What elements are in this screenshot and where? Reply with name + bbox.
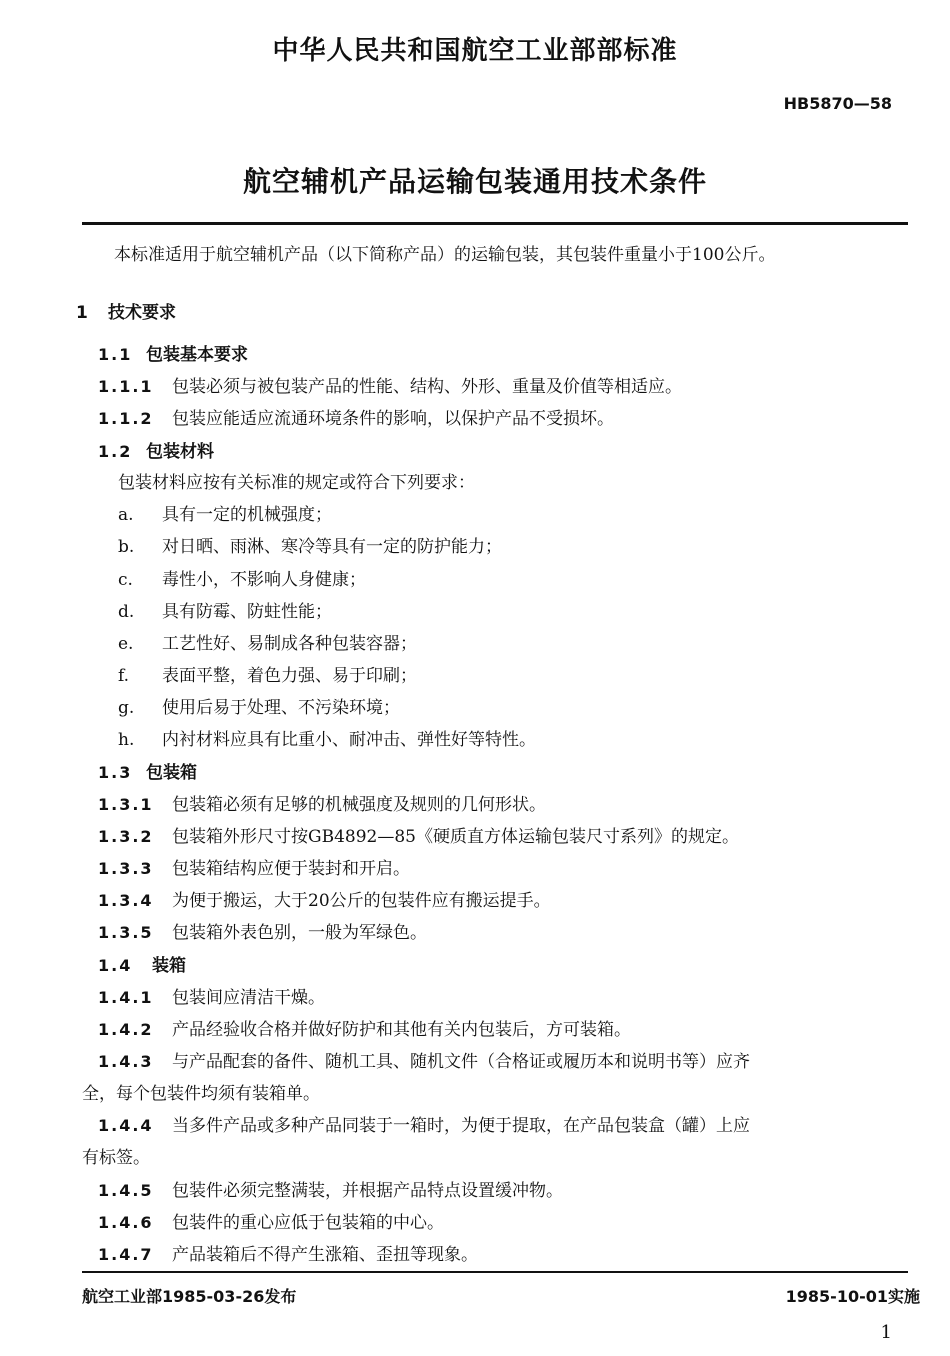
clause-1-4-4 <box>98 1111 750 1136</box>
list-item <box>118 500 332 525</box>
clause-1-3-1 <box>98 790 546 815</box>
effective-date: 1985-10-01实施 <box>785 1287 920 1306</box>
item-letter: e. <box>118 634 134 654</box>
clause-text: 包装必须与被包装产品的性能、结构、外形、重量及价值等相适应。 <box>172 377 682 397</box>
clause-1-3-4 <box>98 886 551 911</box>
section-number: 1.2 <box>98 442 133 461</box>
clause-number: 1.3.1 <box>98 795 154 814</box>
section-title: 装箱 <box>152 956 186 976</box>
section-number: 1.4 <box>98 956 133 975</box>
clause-number: 1.3.2 <box>98 827 154 846</box>
clause-number: 1.3.5 <box>98 923 154 942</box>
clause-number: 1.4.3 <box>98 1052 154 1071</box>
list-item <box>118 629 417 654</box>
list-item <box>118 725 536 750</box>
item-letter: d. <box>118 602 135 622</box>
list-item <box>118 565 366 590</box>
section-number: 1.1 <box>98 345 133 364</box>
item-letter: b. <box>118 537 135 557</box>
clause-number: 1.4.2 <box>98 1020 154 1039</box>
section-heading-1-2 <box>98 437 214 462</box>
issuing-org-title: 中华人民共和国航空工业部部标准 <box>272 36 678 66</box>
item-letter: c. <box>118 570 133 590</box>
clause-text: 产品经验收合格并做好防护和其他有关内包装后，方可装箱。 <box>172 1020 631 1040</box>
clause-number: 1.4.7 <box>98 1245 154 1264</box>
clause-text: 包装件必须完整满装，并根据产品特点设置缓冲物。 <box>172 1181 563 1201</box>
section-title: 包装基本要求 <box>146 345 248 365</box>
clause-text: 当多件产品或多种产品同装于一箱时，为便于提取，在产品包装盒（罐）上应 <box>172 1116 750 1136</box>
section-title: 包装箱 <box>146 763 197 783</box>
item-letter: a. <box>118 505 134 525</box>
intro-paragraph: 本标准适用于航空辅机产品（以下简称产品）的运输包装，其包装件重量小于100公斤。 <box>114 245 776 265</box>
footer-divider <box>82 1271 908 1273</box>
standard-number: HB5870—58 <box>783 94 892 113</box>
clause-1-3-3 <box>98 854 410 879</box>
clause-1-3-2 <box>98 822 739 847</box>
clause-text: 包装箱结构应便于装封和开启。 <box>172 859 410 879</box>
list-item <box>118 532 502 557</box>
clause-text: 包装箱必须有足够的机械强度及规则的几何形状。 <box>172 795 546 815</box>
section-number: 1.3 <box>98 763 133 782</box>
clause-1-4-2 <box>98 1015 631 1040</box>
header-divider <box>82 222 908 225</box>
item-text: 毒性小，不影响人身健康； <box>162 570 366 590</box>
item-text: 表面平整，着色力强、易于印刷； <box>162 666 417 686</box>
item-letter: f. <box>118 666 130 686</box>
section-title: 技术要求 <box>108 303 176 323</box>
item-text: 具有防霉、防蛀性能； <box>162 602 332 622</box>
clause-1-3-5 <box>98 918 427 943</box>
section-heading-1-4 <box>98 951 186 976</box>
clause-number: 1.1.1 <box>98 377 154 396</box>
section-heading-1-1 <box>98 340 248 365</box>
section-heading-1 <box>76 298 176 323</box>
clause-number: 1.4.1 <box>98 988 154 1007</box>
clause-text: 包装件的重心应低于包装箱的中心。 <box>172 1213 444 1233</box>
clause-text: 包装箱外形尺寸按GB4892—85《硬质直方体运输包装尺寸系列》的规定。 <box>172 827 739 847</box>
section-title: 包装材料 <box>146 442 214 462</box>
clause-1-1-1 <box>98 372 682 397</box>
clause-text: 包装箱外表色别，一般为军绿色。 <box>172 923 427 943</box>
clause-text: 包装间应清洁干燥。 <box>172 988 325 1008</box>
list-item <box>118 661 417 686</box>
item-text: 内衬材料应具有比重小、耐冲击、弹性好等特性。 <box>162 730 536 750</box>
item-text: 使用后易于处理、不污染环境； <box>162 698 400 718</box>
clause-number: 1.1.2 <box>98 409 154 428</box>
item-text: 工艺性好、易制成各种包装容器； <box>162 634 417 654</box>
clause-1-1-2 <box>98 404 614 429</box>
clause-number: 1.3.4 <box>98 891 154 910</box>
clause-text: 产品装箱后不得产生涨箱、歪扭等现象。 <box>172 1245 478 1265</box>
clause-number: 1.4.5 <box>98 1181 154 1200</box>
item-letter: g. <box>118 698 135 718</box>
item-text: 具有一定的机械强度； <box>162 505 332 525</box>
item-letter: h. <box>118 730 135 750</box>
clause-1-4-3-continued: 全，每个包装件均须有装箱单。 <box>82 1084 320 1104</box>
section-number: 1 <box>76 303 88 323</box>
clause-1-4-5 <box>98 1176 563 1201</box>
clause-number: 1.3.3 <box>98 859 154 878</box>
list-item <box>118 693 400 718</box>
clause-1-4-1 <box>98 983 325 1008</box>
clause-1-4-4-continued: 有标签。 <box>82 1148 150 1168</box>
issue-date: 航空工业部1985-03-26发布 <box>82 1287 297 1306</box>
clause-text: 与产品配套的备件、随机工具、随机文件（合格证或履历本和说明书等）应齐 <box>172 1052 750 1072</box>
materials-intro: 包装材料应按有关标准的规定或符合下列要求： <box>118 473 475 493</box>
clause-1-4-7 <box>98 1240 478 1265</box>
clause-number: 1.4.6 <box>98 1213 154 1232</box>
clause-text: 为便于搬运，大于20公斤的包装件应有搬运提手。 <box>172 891 551 911</box>
document-title: 航空辅机产品运输包装通用技术条件 <box>242 165 707 198</box>
clause-number: 1.4.4 <box>98 1116 154 1135</box>
list-item <box>118 597 332 622</box>
item-text: 对日晒、雨淋、寒冷等具有一定的防护能力； <box>162 537 502 557</box>
page-number: 1 <box>880 1322 892 1343</box>
clause-text: 包装应能适应流通环境条件的影响，以保护产品不受损坏。 <box>172 409 614 429</box>
clause-1-4-3 <box>98 1047 750 1072</box>
section-heading-1-3 <box>98 758 197 783</box>
clause-1-4-6 <box>98 1208 444 1233</box>
